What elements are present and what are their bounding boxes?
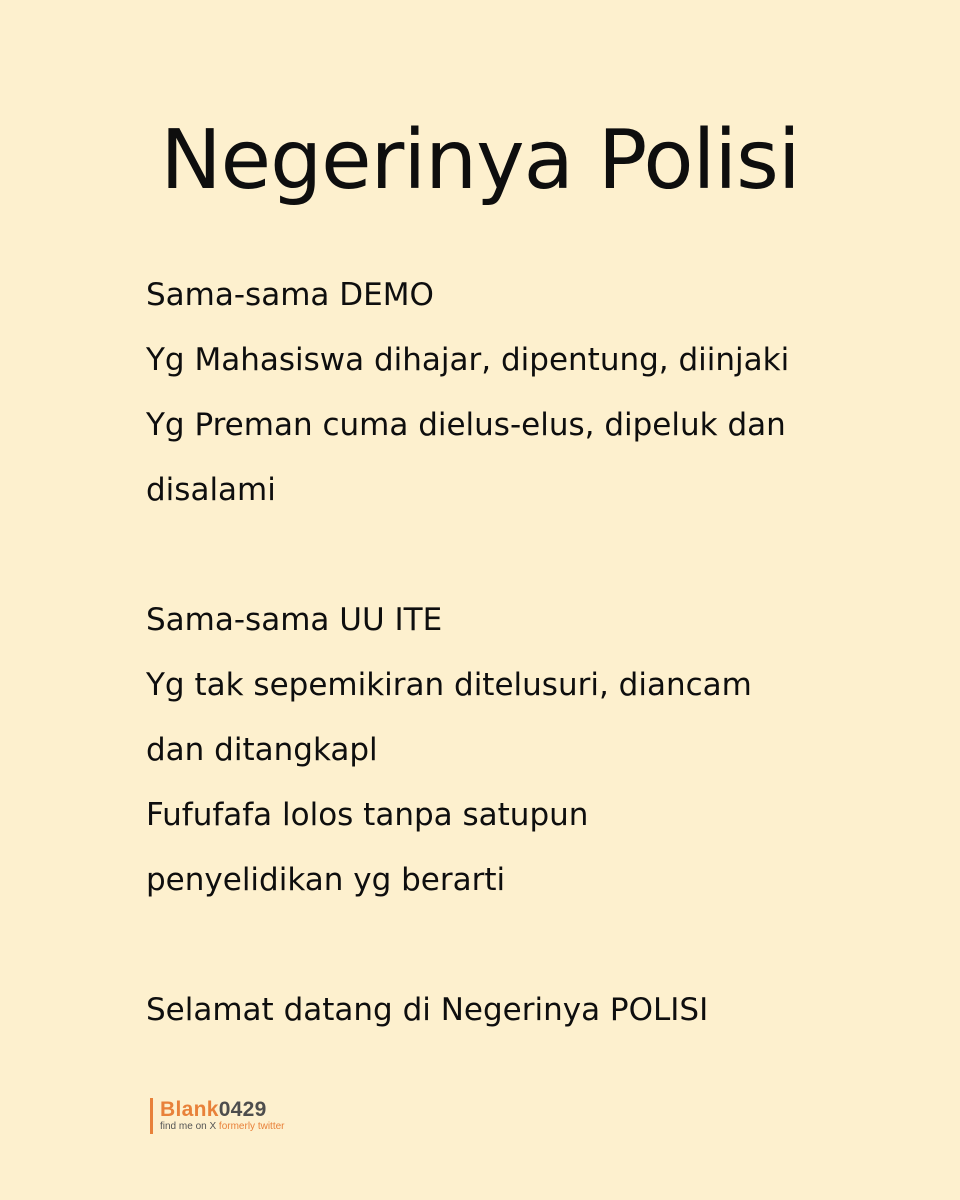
signature-text	[160, 1098, 284, 1134]
poem-line: Fufufafa lolos tanpa satupun	[146, 797, 589, 833]
poem-line: disalami	[146, 472, 276, 508]
poem-line: Sama-sama UU ITE	[146, 602, 443, 638]
poem-line: Sama-sama DEMO	[146, 277, 434, 313]
stanza-demo	[146, 263, 936, 523]
poem-body	[146, 263, 936, 1043]
signature-handle	[160, 1099, 284, 1121]
signature-tagline-part1: find me on X	[160, 1121, 219, 1132]
signature-handle-part2: 0429	[218, 1098, 267, 1121]
signature-tagline	[160, 1121, 284, 1133]
stanza-uu-ite	[146, 588, 936, 913]
poem-line: Yg tak sepemikiran ditelusuri, diancam	[146, 667, 752, 703]
poem-line: Selamat datang di Negerinya POLISI	[146, 992, 709, 1028]
signature-accent-bar	[150, 1098, 153, 1134]
poem-line: Yg Mahasiswa dihajar, dipentung, diinjaki	[146, 342, 790, 378]
poem-line: Yg Preman cuma dielus-elus, dipeluk dan	[146, 407, 786, 443]
stanza-closing	[146, 978, 936, 1043]
signature-tagline-part2: formerly twitter	[218, 1121, 285, 1132]
poem-line: penyelidikan yg berarti	[146, 862, 506, 898]
author-signature	[150, 1098, 284, 1134]
signature-handle-part1: Blank	[160, 1098, 219, 1121]
poem-line: dan ditangkapl	[146, 732, 378, 768]
poem-title: Negerinya Polisi	[160, 113, 800, 208]
